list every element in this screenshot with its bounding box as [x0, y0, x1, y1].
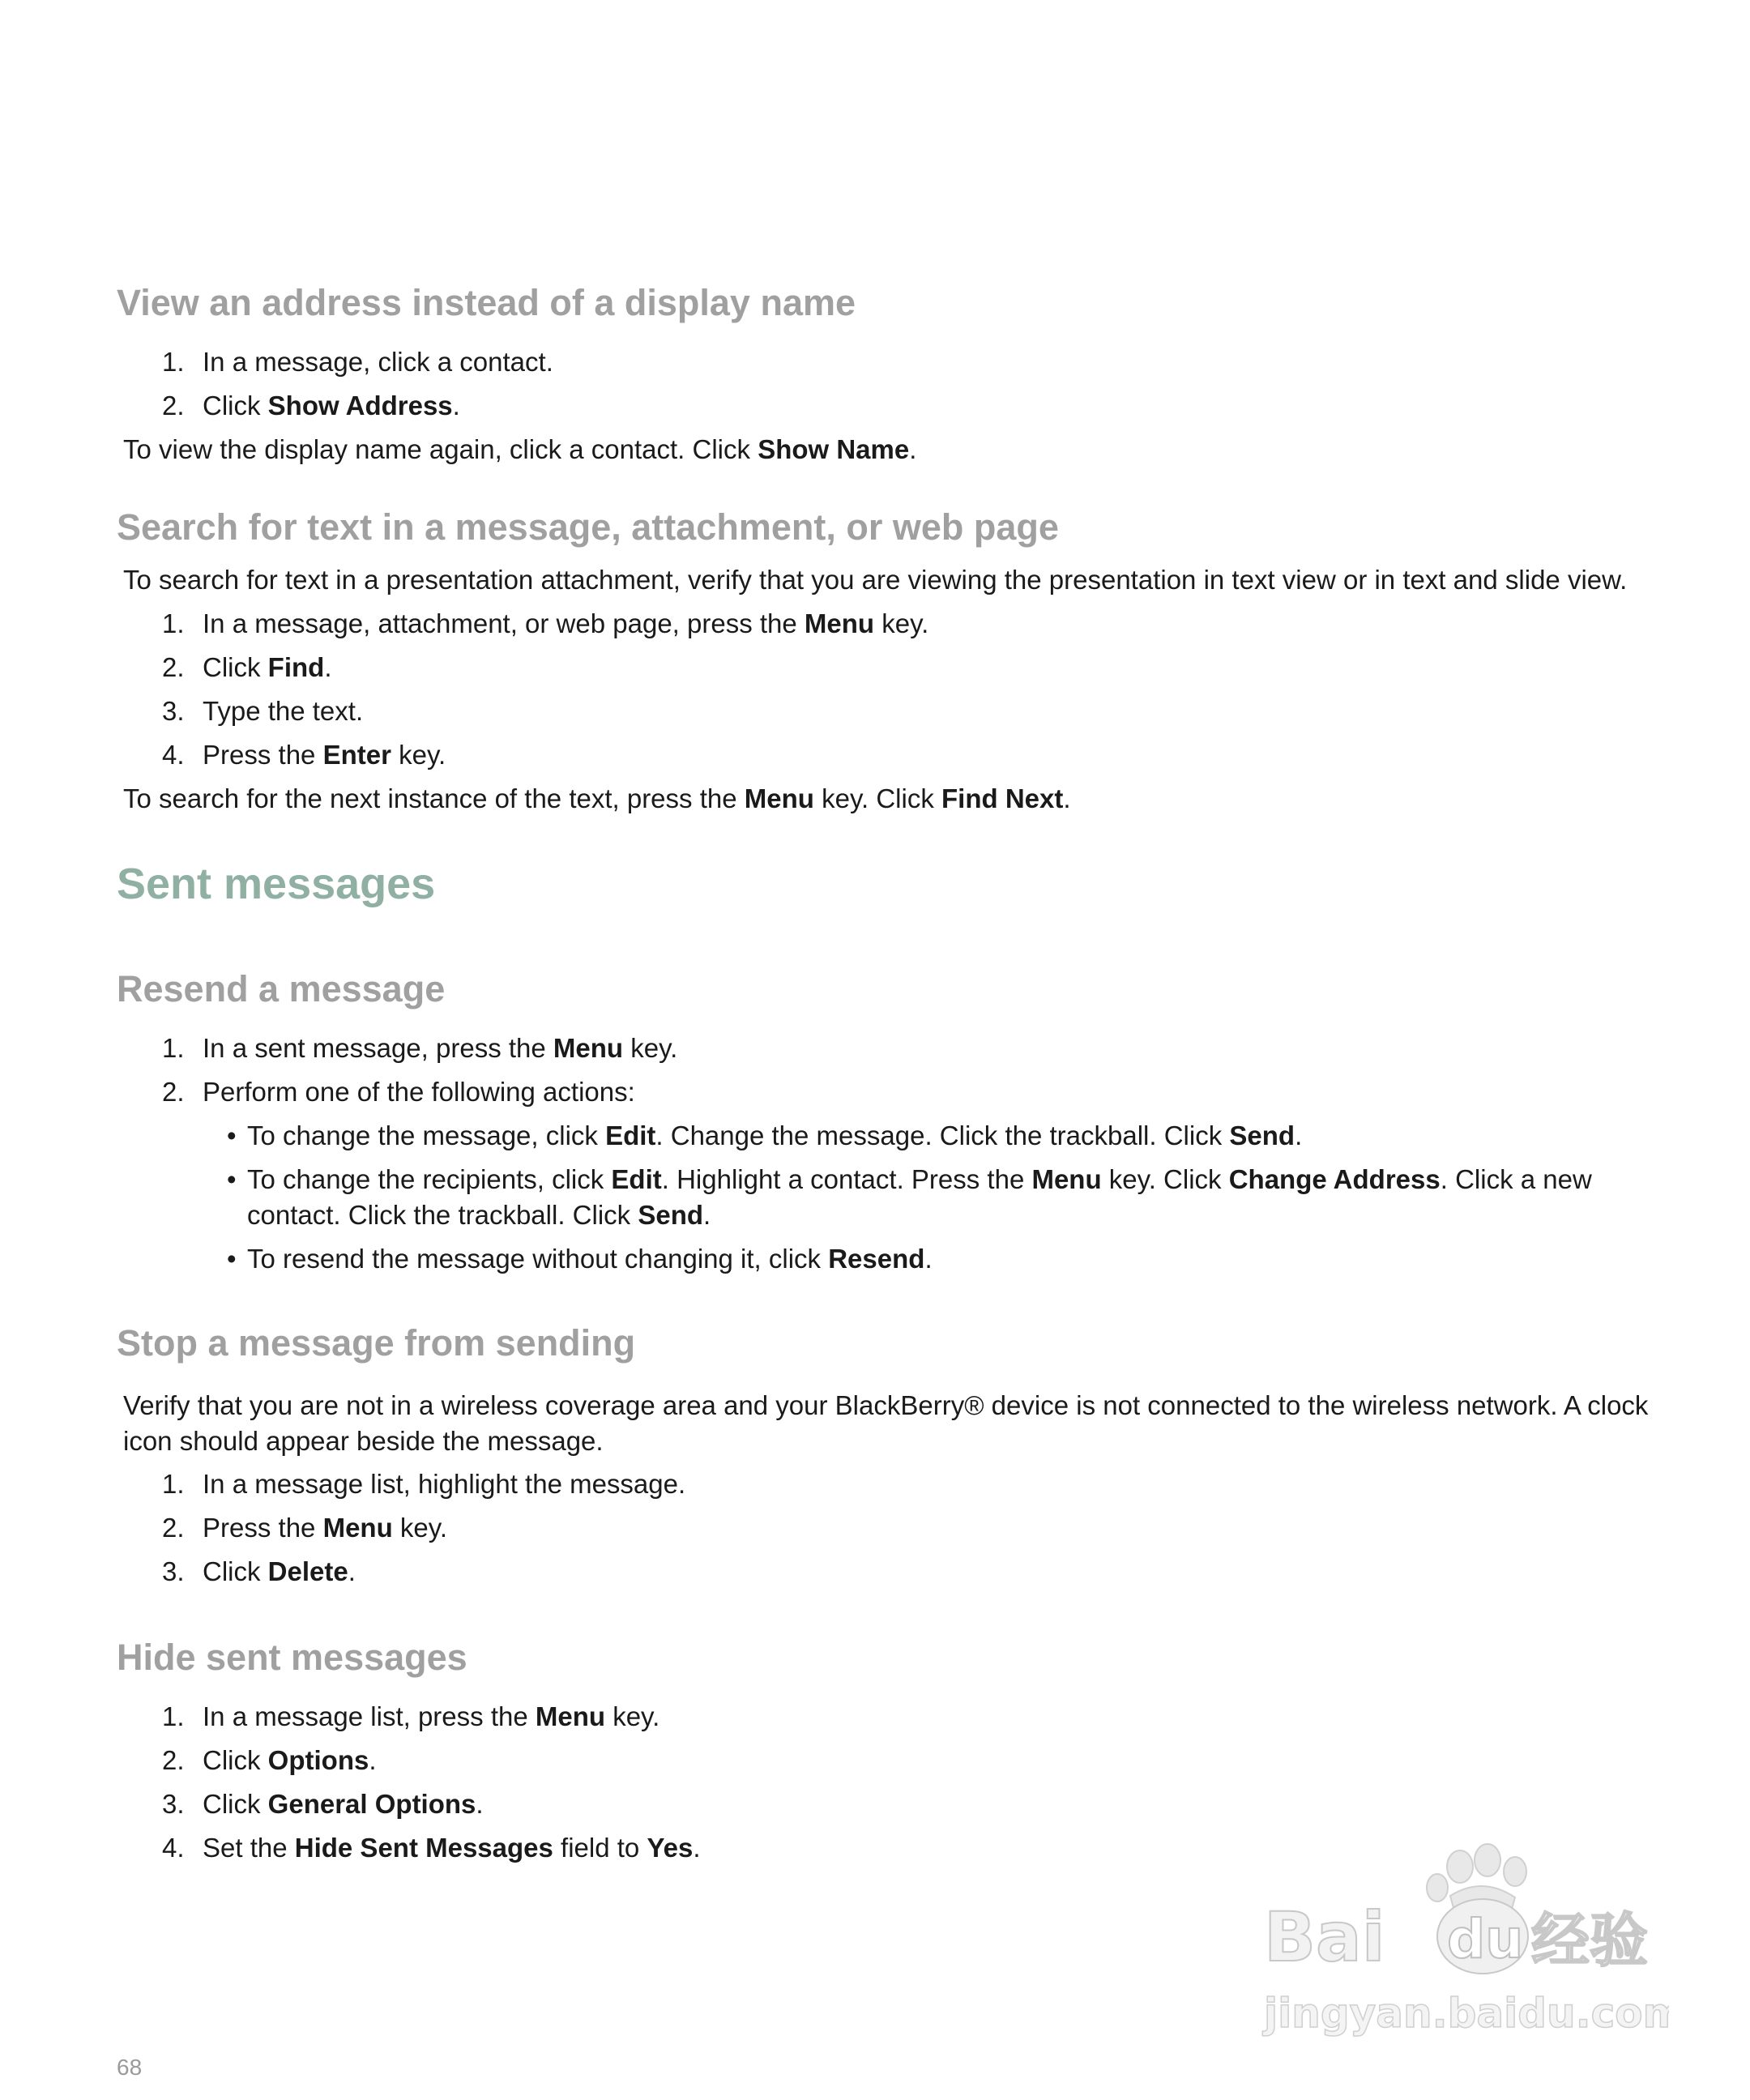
bullet-marker: • [227, 1120, 237, 1150]
baidu-jingyan-watermark [1248, 1839, 1669, 2050]
view-address-note: To view the display name again, click a contact. Click Show Name. [123, 434, 917, 464]
search-step-3: 3. Type the text. [162, 696, 364, 726]
baidu-paw-logo [1248, 1839, 1669, 2050]
hide-step-4: 4. Set the Hide Sent Messages field to Yes. [162, 1833, 701, 1863]
hide-step-1: 1. In a message list, press the Menu key. [162, 1701, 660, 1731]
heading-resend: Resend a message [117, 968, 446, 1009]
view-address-step-2: 2. Click Show Address. [162, 391, 460, 420]
resend-bullet-1: • To change the message, click Edit. Change the message. Click the trackball. Click Send. [247, 1118, 1657, 1154]
hide-step-2: 2. Click Options. [162, 1745, 377, 1775]
search-text-note: To search for the next instance of the text, press the Menu key. Click Find Next. [123, 783, 1071, 813]
stop-intro: Verify that you are not in a wireless coverage area and your BlackBerry® device is not connected to the wireless network. A clock icon should appear beside the message. [123, 1390, 1649, 1456]
stop-step-2: 2. Press the Menu key. [162, 1513, 447, 1543]
search-text-intro: To search for text in a presentation attachment, verify that you are viewing the presentation in text view or in text and slide view. [123, 565, 1628, 595]
bullet-marker: • [227, 1244, 237, 1274]
page-number: 68 [117, 2055, 143, 2080]
bullet-marker: • [227, 1164, 237, 1194]
resend-bullet-2: • To change the recipients, click Edit. Highlight a contact. Press the Menu key. Click Change Address. Click a new contact. Click the trackball. Click Send. [247, 1162, 1657, 1233]
svg-text:Bai: Bai [1264, 1897, 1385, 1977]
stop-step-1: 1. In a message list, highlight the message. [162, 1469, 686, 1499]
resend-step-1: 1. In a sent message, press the Menu key. [162, 1033, 678, 1063]
heading-search-text: Search for text in a message, attachment, or web page [117, 506, 1059, 548]
svg-text:经验: 经验 [1531, 1906, 1649, 1974]
heading-view-address: View an address instead of a display name [117, 282, 856, 323]
svg-text:du: du [1447, 1908, 1524, 1970]
stop-step-3: 3. Click Delete. [162, 1556, 356, 1586]
hide-step-3: 3. Click General Options. [162, 1789, 484, 1819]
view-address-step-1: 1. In a message, click a contact. [162, 347, 553, 377]
heading-hide-sent: Hide sent messages [117, 1637, 467, 1678]
resend-step-2: 2. Perform one of the following actions: [162, 1077, 635, 1107]
resend-bullet-3: • To resend the message without changing it, click Resend. [247, 1241, 1657, 1277]
svg-text:jingyan.baidu.com: jingyan.baidu.com [1264, 1990, 1669, 2037]
search-step-1: 1. In a message, attachment, or web page, press the Menu key. [162, 608, 929, 638]
search-step-4: 4. Press the Enter key. [162, 740, 446, 770]
heading-sent-messages: Sent messages [117, 860, 436, 908]
heading-stop: Stop a message from sending [117, 1322, 636, 1364]
search-step-2: 2. Click Find. [162, 652, 332, 682]
